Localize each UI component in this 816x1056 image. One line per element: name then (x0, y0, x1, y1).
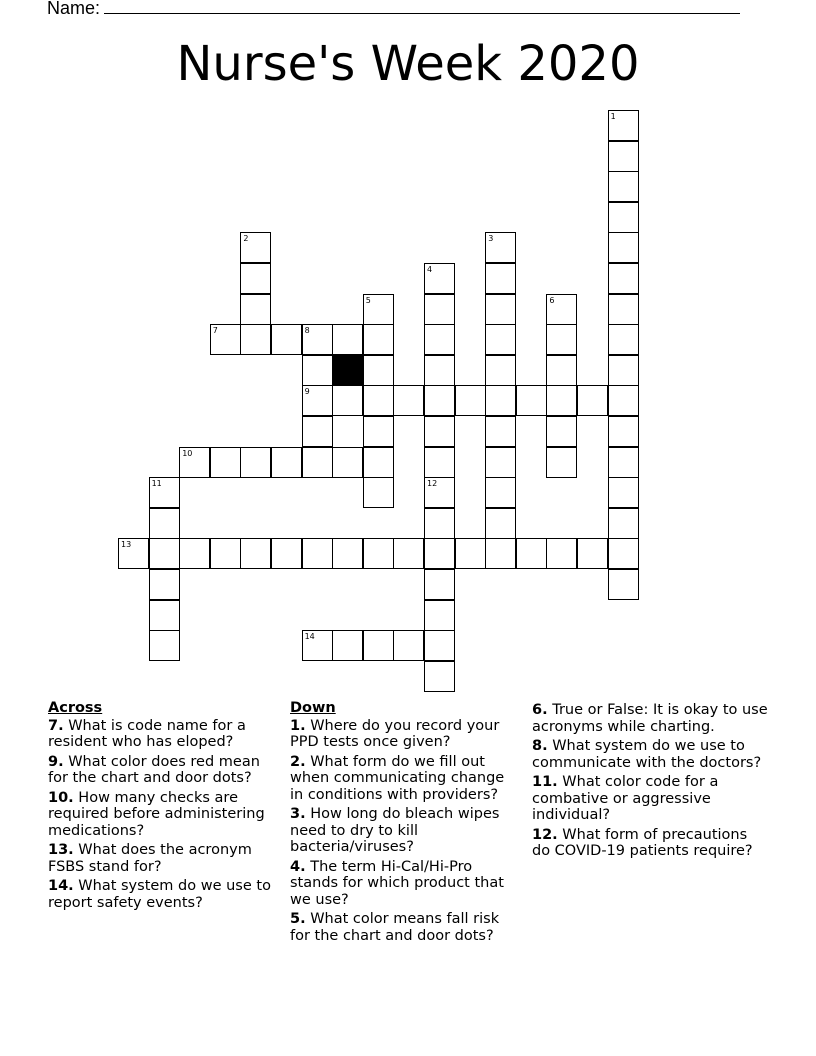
grid-cell[interactable] (149, 508, 180, 539)
grid-cell[interactable] (485, 538, 516, 569)
grid-cell[interactable] (424, 355, 455, 386)
grid-cell[interactable] (302, 385, 333, 416)
grid-cell[interactable] (271, 447, 302, 478)
grid-cell[interactable] (363, 538, 394, 569)
clue-down-12: 12. What form of precautions do COVID-19 patients require? (532, 826, 753, 859)
grid-cell[interactable] (424, 324, 455, 355)
grid-cell[interactable] (363, 355, 394, 386)
clue-number: 13 (121, 540, 132, 550)
grid-cell[interactable] (363, 477, 394, 508)
black-square (332, 355, 363, 386)
down-heading: Down (290, 700, 336, 716)
across-heading: Across (48, 700, 103, 716)
grid-cell[interactable] (455, 385, 486, 416)
grid-cell[interactable] (455, 538, 486, 569)
grid-cell[interactable] (240, 324, 271, 355)
grid-cell[interactable] (302, 538, 333, 569)
grid-cell[interactable] (424, 508, 455, 539)
grid-cell[interactable] (240, 263, 271, 294)
grid-cell[interactable] (149, 630, 180, 661)
grid-cell[interactable] (485, 294, 516, 325)
clue-number: 14 (304, 632, 315, 642)
clue-number: 4 (427, 265, 433, 274)
grid-cell[interactable] (608, 538, 639, 569)
grid-cell[interactable] (210, 447, 241, 478)
grid-cell[interactable] (485, 385, 516, 416)
grid-cell[interactable] (302, 630, 333, 661)
across-clues (48, 700, 280, 914)
grid-cell[interactable] (485, 447, 516, 478)
grid-cell[interactable] (424, 385, 455, 416)
name-label: Name: (47, 0, 101, 18)
grid-cell[interactable] (363, 294, 394, 325)
grid-cell[interactable] (393, 385, 424, 416)
grid-cell[interactable] (240, 447, 271, 478)
grid-cell[interactable] (485, 263, 516, 294)
clue-number: 12 (427, 479, 438, 489)
grid-cell[interactable] (149, 600, 180, 631)
grid-cell[interactable] (210, 538, 241, 569)
grid-cell[interactable] (546, 294, 577, 325)
grid-cell[interactable] (302, 447, 333, 478)
clue-number: 2 (243, 234, 249, 244)
grid-cell[interactable] (271, 324, 302, 355)
grid-cell[interactable] (271, 538, 302, 569)
clue-number: 6 (549, 295, 555, 305)
clue-number: 7 (212, 326, 218, 336)
down-clues (290, 700, 516, 947)
clue-across-7: 7. What is code name for a resident who has eloped? (48, 717, 246, 750)
grid-cell[interactable] (332, 385, 363, 416)
grid-cell[interactable] (179, 447, 210, 478)
grid-cell[interactable] (608, 294, 639, 325)
grid-cell[interactable] (149, 538, 180, 569)
grid-cell[interactable] (424, 600, 455, 631)
grid-cell[interactable] (149, 477, 180, 508)
clue-across-9: 9. What color does red mean for the chart and door dots? (48, 753, 260, 786)
grid-cell[interactable] (149, 569, 180, 600)
clue-number: 5 (365, 295, 371, 305)
grid-cell[interactable] (332, 324, 363, 355)
clue-number: 1 (610, 112, 616, 121)
grid-cell[interactable] (332, 447, 363, 478)
grid-cell[interactable] (424, 477, 455, 508)
grid-cell[interactable] (424, 630, 455, 661)
grid-cell[interactable] (332, 538, 363, 569)
grid-cell[interactable] (424, 416, 455, 447)
grid-cell[interactable] (577, 538, 608, 569)
grid-cell[interactable] (485, 416, 516, 447)
grid-cell[interactable] (608, 477, 639, 508)
grid-cell[interactable] (302, 416, 333, 447)
grid-cell[interactable] (210, 324, 241, 355)
grid-cell[interactable] (393, 630, 424, 661)
grid-cell[interactable] (363, 324, 394, 355)
grid-cell[interactable] (240, 294, 271, 325)
grid-cell[interactable] (608, 110, 639, 141)
clue-down-5: 5. What color means fall risk for the chart and door dots? (290, 911, 500, 944)
grid-cell[interactable] (546, 324, 577, 355)
grid-cell[interactable] (424, 569, 455, 600)
grid-cell[interactable] (546, 355, 577, 386)
grid-cell[interactable] (608, 324, 639, 355)
grid-cell[interactable] (546, 447, 577, 478)
down-clues-continued (532, 702, 768, 863)
grid-cell[interactable] (608, 202, 639, 233)
grid-cell[interactable] (608, 508, 639, 539)
grid-cell[interactable] (546, 538, 577, 569)
clue-across-14: 14. What system do we use to report safety events? (48, 878, 271, 911)
clue-down-1: 1. Where do you record your PPD tests once given? (290, 717, 500, 750)
grid-cell[interactable] (485, 355, 516, 386)
grid-cell[interactable] (608, 141, 639, 172)
grid-cell[interactable] (179, 538, 210, 569)
clue-down-8: 8. What system do we use to communicate with the doctors? (532, 738, 762, 771)
clue-number: 9 (304, 387, 310, 397)
grid-cell[interactable] (608, 171, 639, 202)
grid-cell[interactable] (363, 630, 394, 661)
clue-down-4: 4. The term Hi-Cal/Hi-Pro stands for which product that we use? (290, 858, 504, 908)
grid-cell[interactable] (485, 477, 516, 508)
clue-number: 8 (304, 326, 310, 336)
grid-cell[interactable] (608, 447, 639, 478)
grid-cell[interactable] (363, 385, 394, 416)
grid-cell[interactable] (608, 232, 639, 263)
grid-cell[interactable] (424, 538, 455, 569)
clue-down-6: 6. True or False: It is okay to use acronyms while charting. (532, 702, 768, 735)
clue-down-11: 11. What color code for a combative or aggressive individual? (532, 774, 719, 823)
clue-number: 10 (182, 448, 193, 458)
grid-cell[interactable] (393, 538, 424, 569)
clue-down-2: 2. What form do we fill out when communicating change in conditions with providers? (290, 753, 505, 803)
grid-cell[interactable] (485, 508, 516, 539)
grid-cell[interactable] (240, 538, 271, 569)
grid-cell[interactable] (424, 263, 455, 294)
puzzle-title: Nurse's Week 2020 (176, 36, 640, 92)
grid-cell[interactable] (608, 263, 639, 294)
grid-cell[interactable] (608, 416, 639, 447)
clue-number: 3 (488, 234, 494, 244)
grid-cell[interactable] (608, 355, 639, 386)
clue-down-3: 3. How long do bleach wipes need to dry to kill bacteria/viruses? (290, 806, 500, 855)
grid-cell[interactable] (485, 324, 516, 355)
grid-cell[interactable] (424, 447, 455, 478)
grid-cell[interactable] (332, 630, 363, 661)
grid-cell[interactable] (546, 385, 577, 416)
grid-cell[interactable] (363, 447, 394, 478)
grid-cell[interactable] (240, 232, 271, 263)
grid-cell[interactable] (118, 538, 149, 569)
grid-cell[interactable] (516, 385, 547, 416)
grid-cell[interactable] (608, 569, 639, 600)
grid-cell[interactable] (485, 232, 516, 263)
clue-across-13: 13. What does the acronym FSBS stand for? (48, 842, 252, 875)
clue-number: 11 (151, 479, 162, 489)
grid-cell[interactable] (577, 385, 608, 416)
grid-cell[interactable] (516, 538, 547, 569)
clue-across-10: 10. How many checks are required before administering medications? (48, 789, 265, 839)
grid-cell[interactable] (546, 416, 577, 447)
grid-cell[interactable] (608, 385, 639, 416)
grid-cell[interactable] (363, 416, 394, 447)
grid-cell[interactable] (302, 324, 333, 355)
grid-cell[interactable] (424, 294, 455, 325)
grid-cell[interactable] (302, 355, 333, 386)
grid-cell[interactable] (424, 661, 455, 692)
